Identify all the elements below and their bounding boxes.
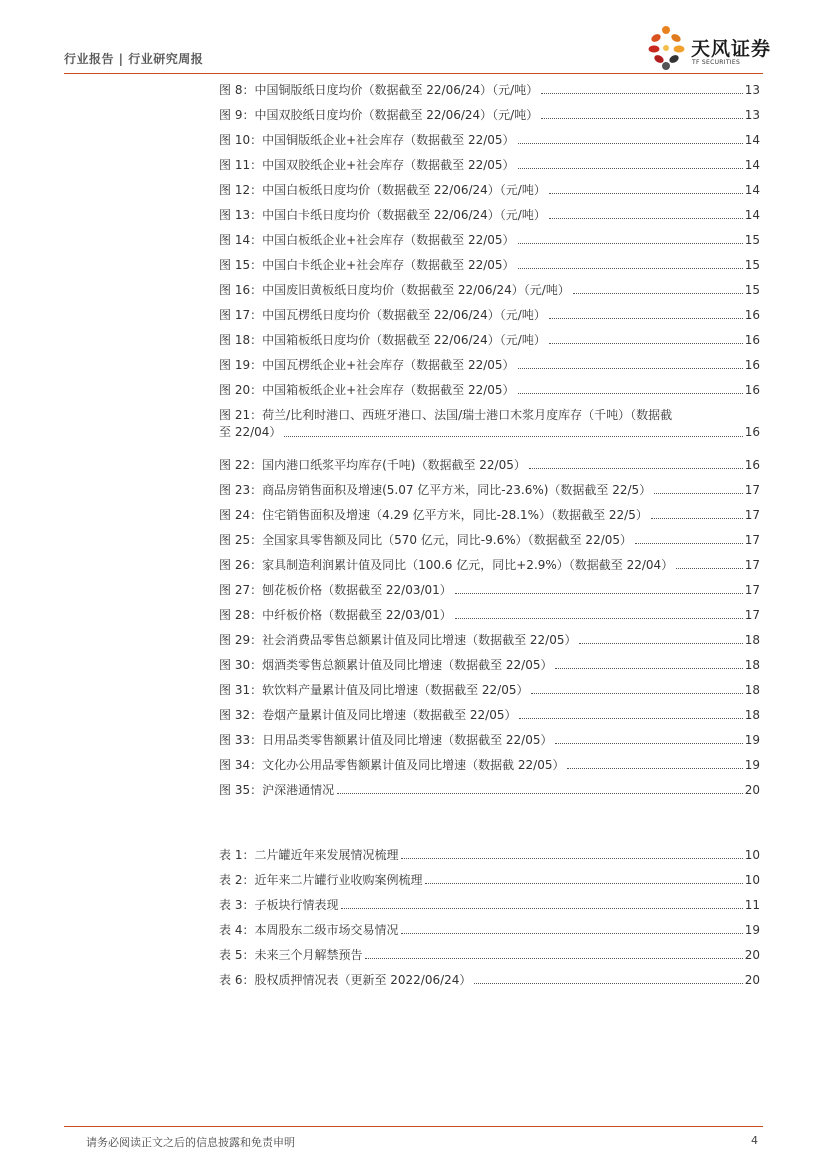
dot-leader bbox=[549, 318, 743, 319]
toc-entry-page: 10 bbox=[744, 848, 760, 862]
toc-entry-figure[interactable] bbox=[219, 150, 760, 175]
toc-entry-page: 18 bbox=[744, 658, 760, 672]
dot-leader bbox=[425, 883, 742, 884]
toc-entry-page: 17 bbox=[744, 483, 760, 497]
toc-entry-label: 图 20：中国箱板纸企业+社会库存（数据截至 22/05） bbox=[219, 383, 515, 397]
toc-entry-label: 图 22：国内港口纸浆平均库存(千吨)（数据截至 22/05） bbox=[219, 458, 526, 472]
section-gap bbox=[219, 800, 760, 840]
dot-leader bbox=[518, 243, 743, 244]
toc-entry-label: 图 15：中国白卡纸企业+社会库存（数据截至 22/05） bbox=[219, 258, 515, 272]
toc-entry-page: 18 bbox=[744, 683, 760, 697]
toc-entry-page: 17 bbox=[744, 508, 760, 522]
logo-text-cn: 天风证券 bbox=[691, 38, 772, 60]
dot-leader bbox=[573, 293, 743, 294]
report-category: 行业报告 | 行业研究周报 bbox=[64, 52, 204, 66]
dot-leader bbox=[455, 618, 743, 619]
toc-entry-label: 图 30：烟酒类零售总额累计值及同比增速（数据截至 22/05） bbox=[219, 658, 553, 672]
toc-entry-figure[interactable] bbox=[219, 300, 760, 325]
toc-entry-label: 图 24：住宅销售面积及增速（4.29 亿平方米，同比-28.1%）（数据截至 22/5） bbox=[219, 508, 648, 522]
toc-entry-page: 19 bbox=[744, 733, 760, 747]
toc-entry-label: 图 29：社会消费品零售总额累计值及同比增速（数据截至 22/05） bbox=[219, 633, 577, 647]
company-logo bbox=[645, 24, 775, 72]
toc-entry-figure[interactable] bbox=[219, 550, 760, 575]
dot-leader bbox=[519, 718, 742, 719]
toc-entry-figure[interactable] bbox=[219, 775, 760, 800]
toc-entry-page: 15 bbox=[744, 233, 760, 247]
dot-leader bbox=[284, 436, 742, 437]
figure-list-continued bbox=[219, 450, 760, 800]
dot-leader bbox=[555, 743, 742, 744]
toc-entry-label: 表 3：子板块行情表现 bbox=[219, 898, 339, 912]
toc-entry-label: 表 4：本周股东二级市场交易情况 bbox=[219, 923, 399, 937]
toc-entry-label: 表 6：股权质押情况表（更新至 2022/06/24） bbox=[219, 973, 472, 987]
toc-entry-label: 图 9：中国双胶纸日度均价（数据截至 22/06/24）（元/吨） bbox=[219, 108, 539, 122]
toc-entry-label: 图 10：中国铜版纸企业+社会库存（数据截至 22/05） bbox=[219, 133, 515, 147]
dot-leader bbox=[518, 368, 743, 369]
toc-entry-page: 16 bbox=[744, 383, 760, 397]
dot-leader bbox=[401, 933, 742, 934]
page-number: 4 bbox=[751, 1134, 758, 1147]
dot-leader bbox=[474, 983, 742, 984]
dot-leader bbox=[529, 468, 743, 469]
toc-entry-figure[interactable] bbox=[219, 725, 760, 750]
toc-entry-figure[interactable] bbox=[219, 325, 760, 350]
toc-entry-figure[interactable] bbox=[219, 700, 760, 725]
toc-entry-label: 图 26：家具制造利润累计值及同比（100.6 亿元，同比+2.9%）（数据截至 22/04） bbox=[219, 558, 674, 572]
toc-entry-label: 图 34：文化办公用品零售额累计值及同比增速（数据截 22/05） bbox=[219, 758, 565, 772]
toc-entry-label: 图 13：中国白卡纸日度均价（数据截至 22/06/24）（元/吨） bbox=[219, 208, 546, 222]
toc-entry-label: 图 16：中国废旧黄板纸日度均价（数据截至 22/06/24）（元/吨） bbox=[219, 283, 570, 297]
toc-entry-page: 19 bbox=[744, 923, 760, 937]
toc-entry-label: 图 31：软饮料产量累计值及同比增速（数据截至 22/05） bbox=[219, 683, 529, 697]
toc-entry-table[interactable] bbox=[219, 965, 760, 990]
toc-entry-table[interactable] bbox=[219, 865, 760, 890]
toc-entry-figure[interactable] bbox=[219, 175, 760, 200]
toc-entry-label-line1: 图 21：荷兰/比利时港口、西班牙港口、法国/瑞士港口木浆月度库存（千吨）（数据截 bbox=[219, 408, 673, 422]
toc-entry-page: 14 bbox=[744, 208, 760, 222]
dot-leader bbox=[549, 193, 743, 194]
toc-entry-page: 18 bbox=[744, 708, 760, 722]
toc-entry-figure[interactable] bbox=[219, 75, 760, 100]
toc-entry-figure[interactable] bbox=[219, 675, 760, 700]
toc-entry-label: 表 5：未来三个月解禁预告 bbox=[219, 948, 363, 962]
toc-entry-page: 10 bbox=[744, 873, 760, 887]
toc-entry-page: 17 bbox=[744, 583, 760, 597]
toc-entry-page: 14 bbox=[744, 183, 760, 197]
toc-entry-label: 图 28：中纤板价格（数据截至 22/03/01） bbox=[219, 608, 452, 622]
table-of-contents bbox=[219, 75, 760, 990]
toc-entry-figure[interactable] bbox=[219, 100, 760, 125]
flower-logo-icon bbox=[645, 24, 691, 72]
toc-entry-figure[interactable] bbox=[219, 275, 760, 300]
toc-entry-label: 图 14：中国白板纸企业+社会库存（数据截至 22/05） bbox=[219, 233, 515, 247]
toc-entry-page: 13 bbox=[744, 83, 760, 97]
footer-divider bbox=[64, 1126, 763, 1127]
toc-entry-label: 表 1：二片罐近年来发展情况梳理 bbox=[219, 848, 399, 862]
toc-entry-figure[interactable] bbox=[219, 600, 760, 625]
figure-list bbox=[219, 75, 760, 400]
dot-leader bbox=[365, 958, 742, 959]
toc-entry-label: 图 8：中国铜版纸日度均价（数据截至 22/06/24）（元/吨） bbox=[219, 83, 539, 97]
toc-entry-label: 图 27：刨花板价格（数据截至 22/03/01） bbox=[219, 583, 452, 597]
toc-entry-figure-21[interactable] bbox=[219, 400, 760, 450]
dot-leader bbox=[455, 593, 743, 594]
toc-entry-page: 15 bbox=[744, 258, 760, 272]
toc-entry-label: 图 18：中国箱板纸日度均价（数据截至 22/06/24）（元/吨） bbox=[219, 333, 546, 347]
dot-leader bbox=[518, 168, 743, 169]
dot-leader bbox=[531, 693, 742, 694]
logo-text-en: TF SECURITIES bbox=[692, 59, 741, 66]
dot-leader bbox=[567, 768, 742, 769]
dot-leader bbox=[518, 268, 743, 269]
dot-leader bbox=[549, 218, 743, 219]
toc-entry-page: 17 bbox=[744, 533, 760, 547]
toc-entry-figure[interactable] bbox=[219, 525, 760, 550]
toc-entry-figure[interactable] bbox=[219, 200, 760, 225]
dot-leader bbox=[341, 908, 742, 909]
dot-leader bbox=[676, 568, 743, 569]
toc-entry-page: 16 bbox=[744, 458, 760, 472]
toc-entry-figure[interactable] bbox=[219, 625, 760, 650]
toc-entry-page: 13 bbox=[744, 108, 760, 122]
toc-entry-page: 20 bbox=[744, 973, 760, 987]
toc-entry-label: 图 17：中国瓦楞纸日度均价（数据截至 22/06/24）（元/吨） bbox=[219, 308, 546, 322]
toc-entry-page: 15 bbox=[744, 283, 760, 297]
toc-entry-page: 17 bbox=[744, 608, 760, 622]
toc-entry-page: 14 bbox=[744, 158, 760, 172]
toc-entry-table[interactable] bbox=[219, 890, 760, 915]
toc-entry-figure[interactable] bbox=[219, 475, 760, 500]
dot-leader bbox=[549, 343, 743, 344]
dot-leader bbox=[518, 393, 743, 394]
dot-leader bbox=[579, 643, 742, 644]
dot-leader bbox=[654, 493, 743, 494]
toc-entry-label: 图 19：中国瓦楞纸企业+社会库存（数据截至 22/05） bbox=[219, 358, 515, 372]
dot-leader bbox=[635, 543, 743, 544]
dot-leader bbox=[651, 518, 743, 519]
toc-entry-figure[interactable] bbox=[219, 500, 760, 525]
toc-entry-figure[interactable] bbox=[219, 650, 760, 675]
header-divider bbox=[64, 73, 763, 74]
toc-entry-page: 16 bbox=[744, 333, 760, 347]
toc-entry-page: 18 bbox=[744, 633, 760, 647]
toc-entry-label: 图 23：商品房销售面积及增速(5.07 亿平方米，同比-23.6%)（数据截至 22/5） bbox=[219, 483, 652, 497]
toc-entry-figure[interactable] bbox=[219, 375, 760, 400]
toc-entry-figure[interactable] bbox=[219, 125, 760, 150]
toc-entry-page: 14 bbox=[744, 133, 760, 147]
dot-leader bbox=[337, 793, 743, 794]
toc-entry-figure[interactable] bbox=[219, 225, 760, 250]
toc-entry-page: 11 bbox=[744, 898, 760, 912]
dot-leader bbox=[401, 858, 742, 859]
toc-entry-figure[interactable] bbox=[219, 575, 760, 600]
toc-entry-label: 图 12：中国白板纸日度均价（数据截至 22/06/24）（元/吨） bbox=[219, 183, 546, 197]
toc-entry-figure[interactable] bbox=[219, 250, 760, 275]
toc-entry-label-line2: 至 22/04） bbox=[219, 425, 282, 439]
toc-entry-table[interactable] bbox=[219, 840, 760, 865]
toc-entry-page: 20 bbox=[744, 948, 760, 962]
toc-entry-page: 16 bbox=[744, 308, 760, 322]
toc-entry-table[interactable] bbox=[219, 915, 760, 940]
footer-disclaimer: 请务必阅读正文之后的信息披露和免责申明 bbox=[86, 1136, 295, 1149]
toc-entry-page: 20 bbox=[744, 783, 760, 797]
toc-entry-page: 16 bbox=[744, 425, 760, 439]
toc-entry-page: 17 bbox=[744, 558, 760, 572]
toc-entry-label: 图 25：全国家具零售额及同比（570 亿元，同比-9.6%）（数据截至 22/05） bbox=[219, 533, 633, 547]
toc-entry-label: 图 33：日用品类零售额累计值及同比增速（数据截至 22/05） bbox=[219, 733, 553, 747]
dot-leader bbox=[518, 143, 743, 144]
toc-entry-figure[interactable] bbox=[219, 450, 760, 475]
toc-entry-label: 图 32：卷烟产量累计值及同比增速（数据截至 22/05） bbox=[219, 708, 517, 722]
table-list bbox=[219, 840, 760, 990]
dot-leader bbox=[555, 668, 742, 669]
toc-entry-label: 图 11：中国双胶纸企业+社会库存（数据截至 22/05） bbox=[219, 158, 515, 172]
toc-entry-label: 表 2：近年来二片罐行业收购案例梳理 bbox=[219, 873, 423, 887]
toc-entry-table[interactable] bbox=[219, 940, 760, 965]
toc-entry-figure[interactable] bbox=[219, 750, 760, 775]
dot-leader bbox=[541, 118, 743, 119]
dot-leader bbox=[541, 93, 743, 94]
toc-entry-page: 16 bbox=[744, 358, 760, 372]
toc-entry-page: 19 bbox=[744, 758, 760, 772]
toc-entry-label: 图 35：沪深港通情况 bbox=[219, 783, 335, 797]
toc-entry-figure[interactable] bbox=[219, 350, 760, 375]
